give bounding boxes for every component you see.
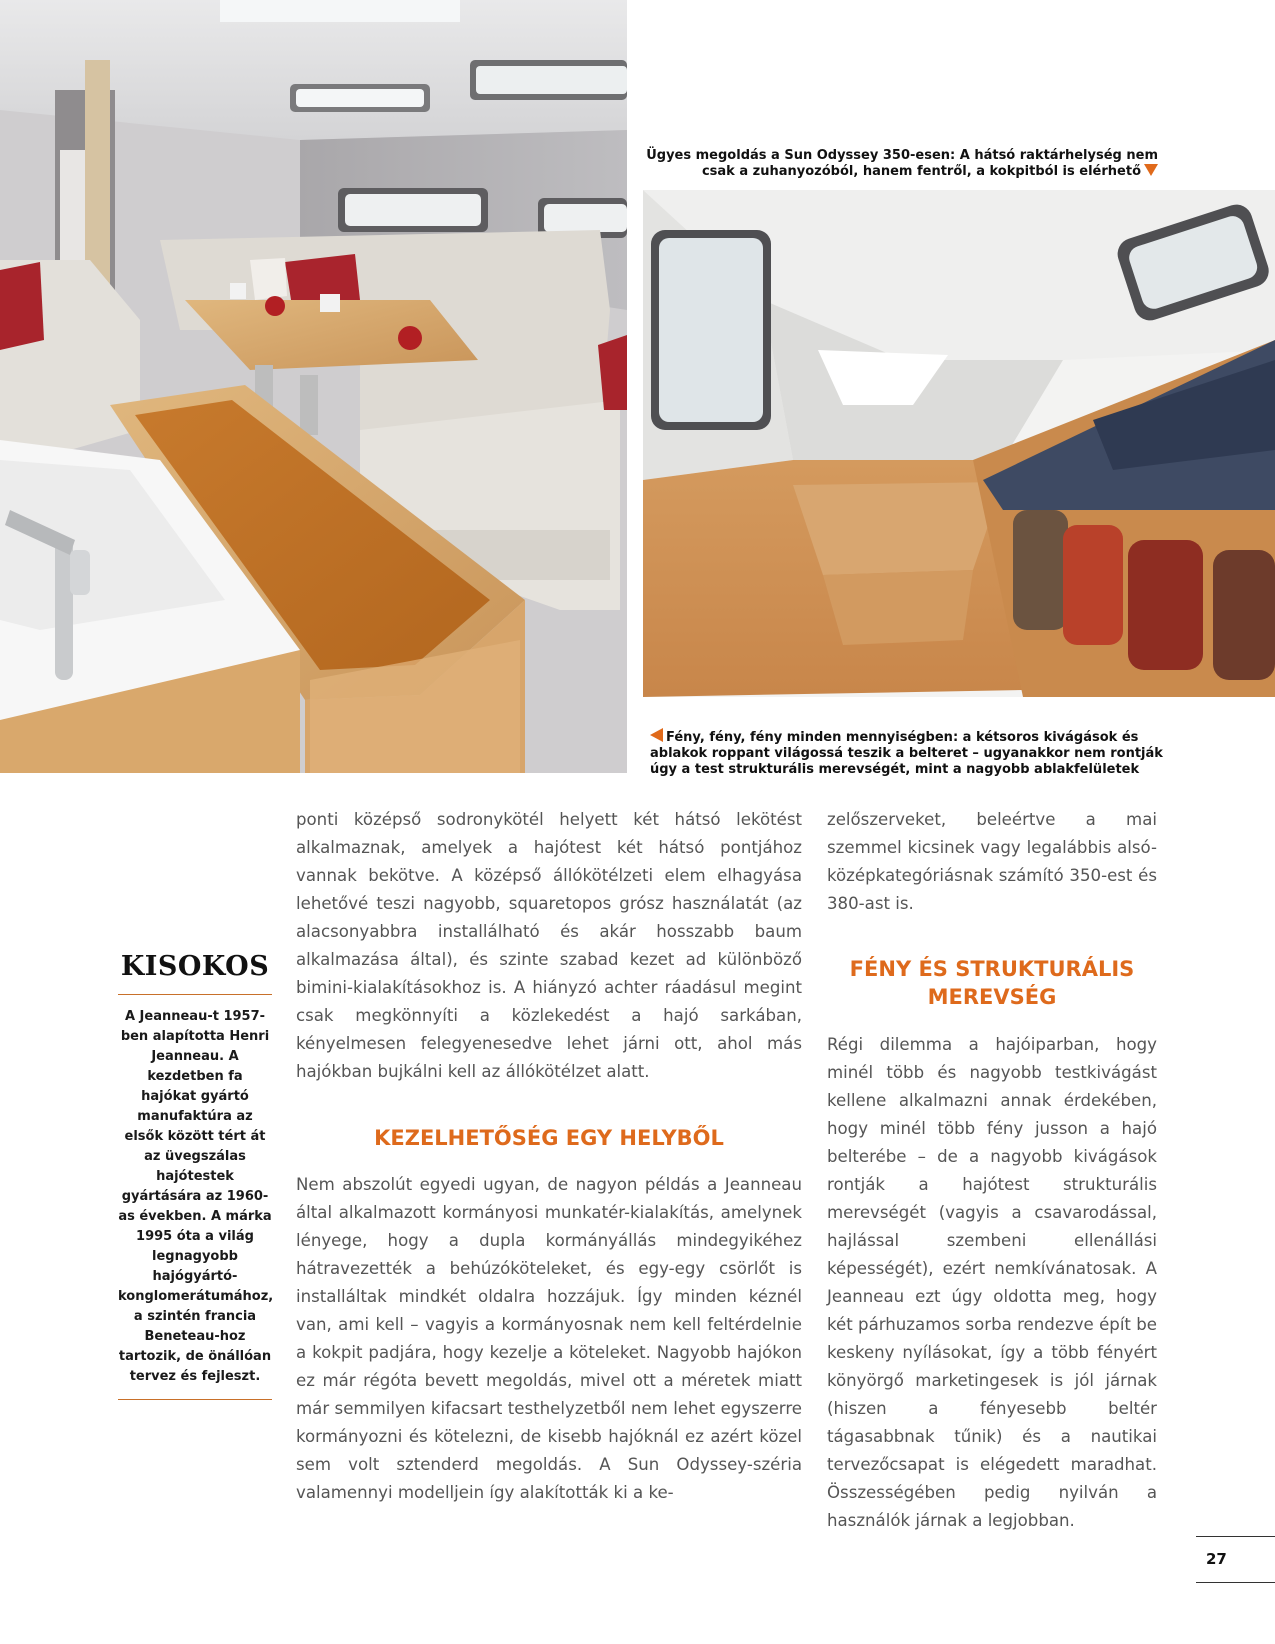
article-col1-paragraph1: ponti középső sodronykötél helyett két hátsó lekötést alkalmaznak, amelyek a hajótest két hátsó pontjához vannak bekötve. A középső állókötélzeti elem elhagyása lehetővé teszi nagyobb, squaretopos grósz használatát (az alacsonyabbra installálható és akár hosszabb baum alkalmazása által), és szinte szabad kezet ad különböző bimini-kialakításokhoz is. A hiányzó achter ráadásul megint csak megkönnyíti a közlekedést a hajó sarkában, kényelmesen felegyenesedve lehet járni ott, ahol más hajókban bujkálni kell az állókötélzet alatt. [296, 810, 802, 1081]
caption-bottom-text: Fény, fény, fény minden mennyiségben: a kétsoros kivágások és ablakok roppant világossá teszik a belteret – ugyanakkor nem rontják úgy a test strukturális merevségét, mint a nagyobb ablakfelületek [650, 730, 1163, 777]
sidebar-text: A Jeanneau-t 1957-ben alapította Henri Jeanneau. A kezdetben fa hajókat gyártó manufaktúra az elsők között tért át az üvegszálas hajótestek gyártására az 1960-as években. A márka 1995 óta a világ legnagyobb hajógyártó-konglomerátumához, a szintén francia Beneteau-hoz tartozik, de önállóan tervez és fejleszt. [118, 1007, 272, 1400]
caption-arrow-left-icon [650, 728, 663, 742]
storage-illustration [643, 190, 1275, 697]
storage-photo [643, 190, 1275, 697]
sidebar-title: KISOKOS [118, 951, 272, 995]
article-col2-paragraph1: zelőszerveket, beleértve a mai szemmel kicsinek vagy legalábbis alsó-középkategóriásnak számító 350-est és 380-ast is. [827, 810, 1157, 913]
article-col2-paragraph2: Régi dilemma a hajóiparban, hogy minél több és nagyobb testkivágást kellene alkalmazni annak érdekében, hogy minél több fény jusson a hajó belterébe – de a nagyobb kivágások rontják a hajótest strukturális merevségét (vagyis a csavarodással, hajlással szembeni ellenállási képességét), ezért nemkívánatosak. A Jeanneau ezt úgy oldotta meg, hogy két párhuzamos sorba rendezve épít be keskeny nyílásokat, így a több fényért könyörgő marketingesek is jól járnak (hiszen a fényesebb beltér tágasabbnak tűnik) és a nautikai tervezőcsapat is elégedett maradhat. Összességében pedig nyilván a használók járnak a legjobban. [827, 1035, 1157, 1530]
page-number-box [1196, 1536, 1275, 1583]
caption-top [640, 148, 1158, 180]
page-number: 27 [1206, 1550, 1227, 1568]
caption-top-text: Ügyes megoldás a Sun Odyssey 350-esen: A hátsó raktárhelység nem csak a zuhanyozóból, hanem fentről, a kokpitból is elérhető [646, 148, 1158, 179]
caption-arrow-down-icon [1144, 164, 1158, 176]
article-col1-paragraph2: Nem abszolút egyedi ugyan, de nagyon példás a Jeanneau által alkalmazott kormányosi munkatér-kialakítás, amelynek lényege, hogy a dupla kormányállás mindegyikéhez hátravezették a behúzóköteleket, és egy-egy csörlőt is installáltak mindkét oldalra hozzájuk. Így minden kéznél van, ami kell – vagyis a kormányosnak nem kell feltérdelnie a kokpit padjára, hogy kezelje a köteleket. Nagyobb hajókon ez már régóta bevett megoldás, mivel ott a méretek miatt már semmilyen kifacsart testhelyzetből nem lehet egyszerre kormányozni és kötelezni, de kisebb hajóknál ez azért közel sem volt sztenderd megoldás. A Sun Odyssey-széria valamennyi modelljein így alakították ki a ke- [296, 1175, 802, 1502]
kisokos-sidebar [118, 951, 272, 1400]
salon-photo [0, 0, 627, 773]
section-heading-feny: FÉNY ÉS STRUKTURÁLIS MEREVSÉG [849, 957, 1135, 1009]
section-heading-kezelhetoseg: KEZELHETŐSÉG EGY HELYBŐL [374, 1126, 724, 1150]
caption-bottom [650, 728, 1170, 778]
salon-illustration [0, 0, 627, 773]
